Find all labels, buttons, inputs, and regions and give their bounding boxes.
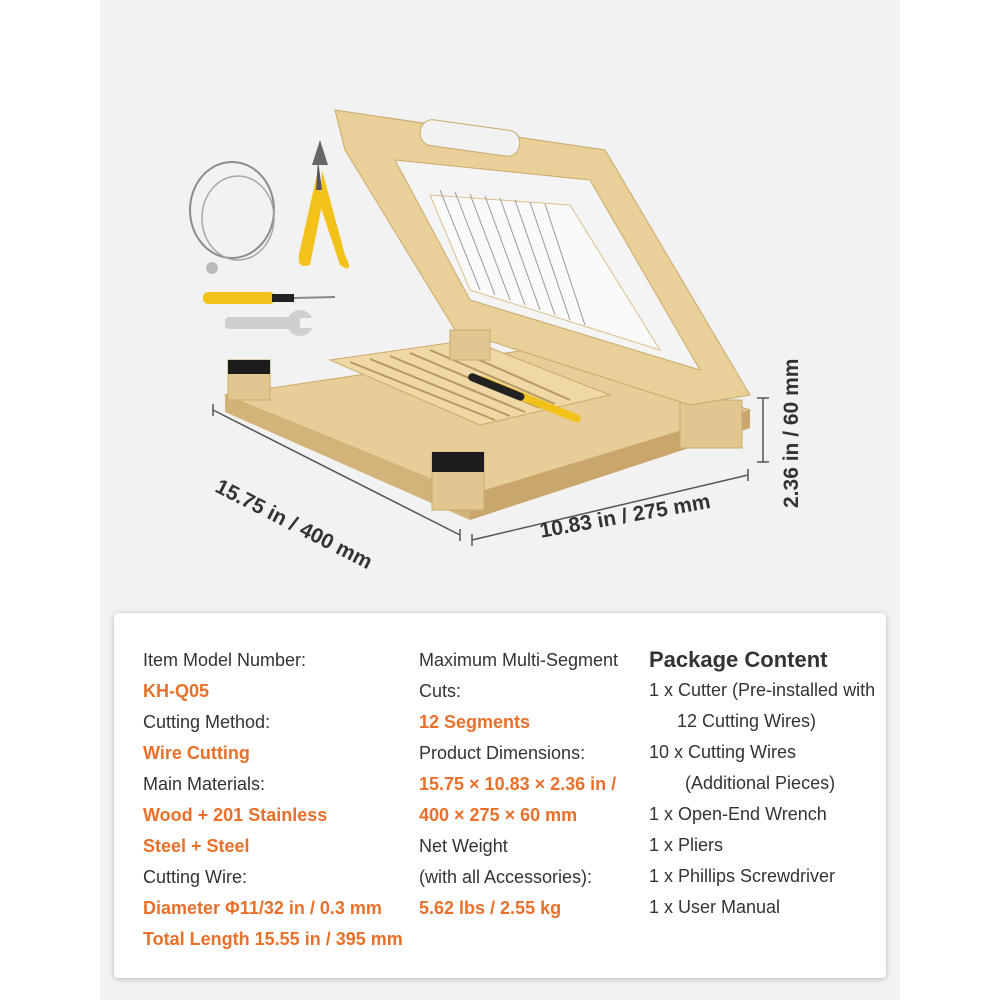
weight-label-1: Net Weight: [419, 836, 508, 856]
specifications-card: [114, 613, 886, 978]
method-label: Cutting Method:: [143, 712, 271, 732]
accessories: [190, 140, 349, 336]
package-item: 12 Cutting Wires): [677, 711, 817, 731]
weight-value: 5.62 lbs / 2.55 kg: [419, 898, 562, 918]
wire-value-1: Diameter Φ11/32 in / 0.3 mm: [143, 898, 382, 918]
dims-value-2: 400 × 275 × 60 mm: [419, 805, 578, 825]
package-item: (Additional Pieces): [685, 773, 836, 793]
package-item: 1 x User Manual: [649, 897, 781, 917]
specs-column-1: [143, 645, 413, 955]
wire-label: Cutting Wire:: [143, 867, 248, 887]
materials-label: Main Materials:: [143, 774, 266, 794]
cuts-value: 12 Segments: [419, 712, 531, 732]
wire-value-2: Total Length 15.55 in / 395 mm: [143, 929, 403, 949]
materials-value-1: Wood + 201 Stainless: [143, 805, 328, 825]
package-item: 1 x Open-End Wrench: [649, 804, 827, 824]
model-label: Item Model Number:: [143, 650, 307, 670]
cuts-label-2: Cuts:: [419, 681, 462, 701]
cuts-label-1: Maximum Multi-Segment: [419, 650, 619, 670]
materials-value-2: Steel + Steel: [143, 836, 250, 856]
package-item: 1 x Cutter (Pre-installed with: [649, 680, 876, 700]
package-item: 10 x Cutting Wires: [649, 742, 797, 762]
weight-label-2: (with all Accessories):: [419, 867, 593, 887]
package-content-column: [649, 645, 884, 923]
dims-value-1: 15.75 × 10.83 × 2.36 in /: [419, 774, 617, 794]
dims-label: Product Dimensions:: [419, 743, 586, 763]
package-item: 1 x Pliers: [649, 835, 724, 855]
specs-column-2: [419, 645, 639, 924]
length-dimension-label: 15.75 in / 400 mm: [211, 475, 376, 574]
model-value: KH-Q05: [143, 681, 210, 701]
package-content-title: Package Content: [649, 647, 828, 672]
height-dimension-label: 2.36 in / 60 mm: [780, 358, 803, 508]
package-item: 1 x Phillips Screwdriver: [649, 866, 836, 886]
width-dimension-label: 10.83 in / 275 mm: [538, 489, 713, 543]
method-value: Wire Cutting: [143, 743, 250, 763]
